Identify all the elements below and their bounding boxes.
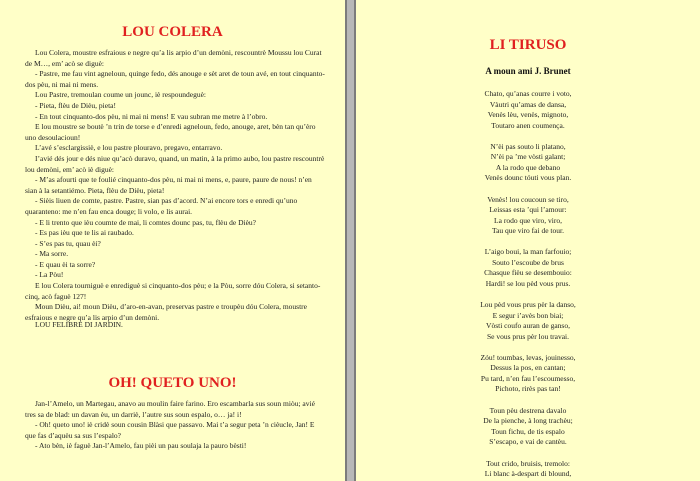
poem-line: Hardi! se lou pèd vous prus. [485,278,571,288]
paragraph: - E li trento que ièu coumte de mai, li comtes dounc pas, tu, flèu de Dièu? [35,217,256,227]
paragraph: Jan-l’Amelo, un Martegau, anavo au moulin faire farino. Ero escambarla sus soun miòu; avié tres sa de blad: un davan èu, un darriè, l’autre sus soun espalo, o… ja! i! [25,399,315,419]
story-title-queto-uno: OH! QUETO UNO! [108,375,237,391]
poem-line: A la rodo que debano [495,162,561,172]
poem-line: Toun pèu destrena davalo [489,405,567,415]
poem-line: Venès! lou coucoun se tiro, [487,194,569,204]
poem-line: L’aigo boui, la man farfouio; [484,247,572,257]
paragraph: L’avé s’esclargissiè, e lou pastre plouravo, pregavo, entarravo. [35,143,223,153]
story-body-lou-colera [25,48,325,323]
paragraph: - Ato bèn, iè faguè Jan-l’Amelo, fau pièi un pau soulaja la pauro bèsti! [35,441,247,451]
poem-stanza [356,459,700,480]
poem-line: Zóu! toumbas, levas, jouinesso, [480,352,576,362]
poem-line: Pu tard, n’en fau l’escoumesso, [480,373,576,383]
paragraph: - Oh! queto uno! iè cridè soun cousin Blàsi que passavo. Mai t’a segur peta ’n cièucle, Jan! E que fas d’aquèu sa sus l’espalo? [25,420,315,440]
poem-stanza [356,142,700,184]
poem-line: Chasque fièu se desembouio: [484,268,572,278]
poem-stanza [356,247,700,289]
paragraph: - Es pas ièu que te lis ai raubado. [35,228,134,238]
poem-line: Vòsti coufo auran de ganso, [486,321,570,331]
poem-stanza [356,353,700,395]
poem-stanza [356,300,700,342]
paragraph: Lou Pastre, tremoulan coume un jounc, iè respoundeguè: [35,90,206,100]
right-page [356,0,700,481]
paragraph: - Ma sorre. [35,249,69,259]
story-body-queto-uno [25,399,325,452]
paragraph: E lou Colera tourniguè e enrediguè si cinquanto-dos pèu; e la Pòu, sorre dóu Colera, si setanto-cinq, acò faguè 127! [25,281,321,301]
paragraph: - Sièis liuen de comte, pastre. Pastre, sian pas d’acord. N’ai encore tors e enredi qu’uno quaranteno: me n’en fau enca douge; li volo, e lis aurai. [25,196,298,216]
poem-line: Li blanc à-despart di blound, [484,469,572,479]
poem-line: E segur i’avès bon biai; [492,310,564,320]
paragraph: E lou moustre se boutè ’n trin de torse e d’enredi agneloun, fedo, anouge, aret, bèn tan qu’èro uno desoulacioun! [25,122,316,142]
poem-title: LI TIRUSO [489,37,567,53]
poem-line: Vàutri qu’amas de dansa, [489,99,567,109]
story-title-lou-colera: LOU COLERA [122,24,223,40]
poem-line: Venès lèu, venès, mignoto, [487,110,569,119]
paragraph: - E quau èi ta sorre? [35,259,96,269]
paragraph: - S’es pas tu, quau èi? [35,238,101,248]
poem-body [356,89,700,481]
poem-line: Se vous prus pèr lou travai. [486,331,570,341]
poem-line: Chato, qu’anas courre i voto, [484,89,572,98]
poem-line: Lou pèd vous prus pèr la danso, [480,300,576,310]
poem-dedication: A moun ami J. Brunet [485,66,571,76]
paragraph: - Pastre, me fau vint agneloun, quinge fedo, dés anouge e sèt aret de toun avé, en tout cinquanto-dos pèu, ni mai ni mens. [25,69,325,89]
poem-line: Toun fichu, de tis espalo [491,426,565,436]
paragraph: - La Pòu! [35,270,64,280]
poem-line: Venès dounc tóuti vous plan. [484,173,572,183]
poem-line: Dessus la pos, en cantan; [490,363,566,373]
poem-line: N’èi pa ’me vòsti galant; [490,152,566,162]
poem-line: Leissas esta ’qui l’amour: [489,205,567,215]
paragraph: - M’as afourti que te foulié cinquanto-dos pèu, ni mai ni mens, e, paure, paure de nous! n’en sian à la setantiémo. Pieta, flèu de Dièu, pieta! [25,175,312,195]
poem-line: N’èi pas souto li platano, [490,141,566,151]
paragraph: Lou Colera, moustre esfraious e negre qu’a lis arpio d’un demòni, rescountrè Moussu lou Curat de M…, em’ acò se diguè: [25,48,322,68]
poem-line: Tau que viro fai de tour. [492,226,564,236]
paragraph: - En tout cinquanto-dos pèu, ni mai ni mens! E vau subran me metre à l’obro. [35,111,268,121]
paragraph: - Pieta, flèu de Dièu, pieta! [35,100,117,110]
poem-stanza [356,89,700,131]
story-signature: LOU FELIBRE DI JARDIN. [35,320,123,329]
poem-line: Toutaro anen coumença. [491,120,565,130]
poem-line: Tout crido, bruisis, tremolo: [486,458,570,468]
poem-stanza [356,406,700,448]
poem-line: La rodo que viro, viro, [494,215,562,225]
left-page [0,0,345,481]
poem-line: De la pienche, à long trachèu; [483,416,573,426]
poem-line: S’escapo, e vai de cantèu. [489,437,567,447]
poem-line: Pichoto, rirès pas tan! [495,384,561,394]
poem-line: Souto l’escoube de brus [492,257,564,267]
poem-stanza [356,195,700,237]
paragraph: I’avié dés jour e dés niue qu’acò duravo, quand, un matin, à la primo aubo, lou pastre rescountrè lou demòni, em’ acò iè diguè: [25,153,325,174]
paragraph: Moun Dièu, ai! moun Dièu, d’aro-en-avan, preservas pastre e troupèu dóu Colera, moustre esfraious e negre qu’a lis arpio d’un demòni. [25,302,307,322]
